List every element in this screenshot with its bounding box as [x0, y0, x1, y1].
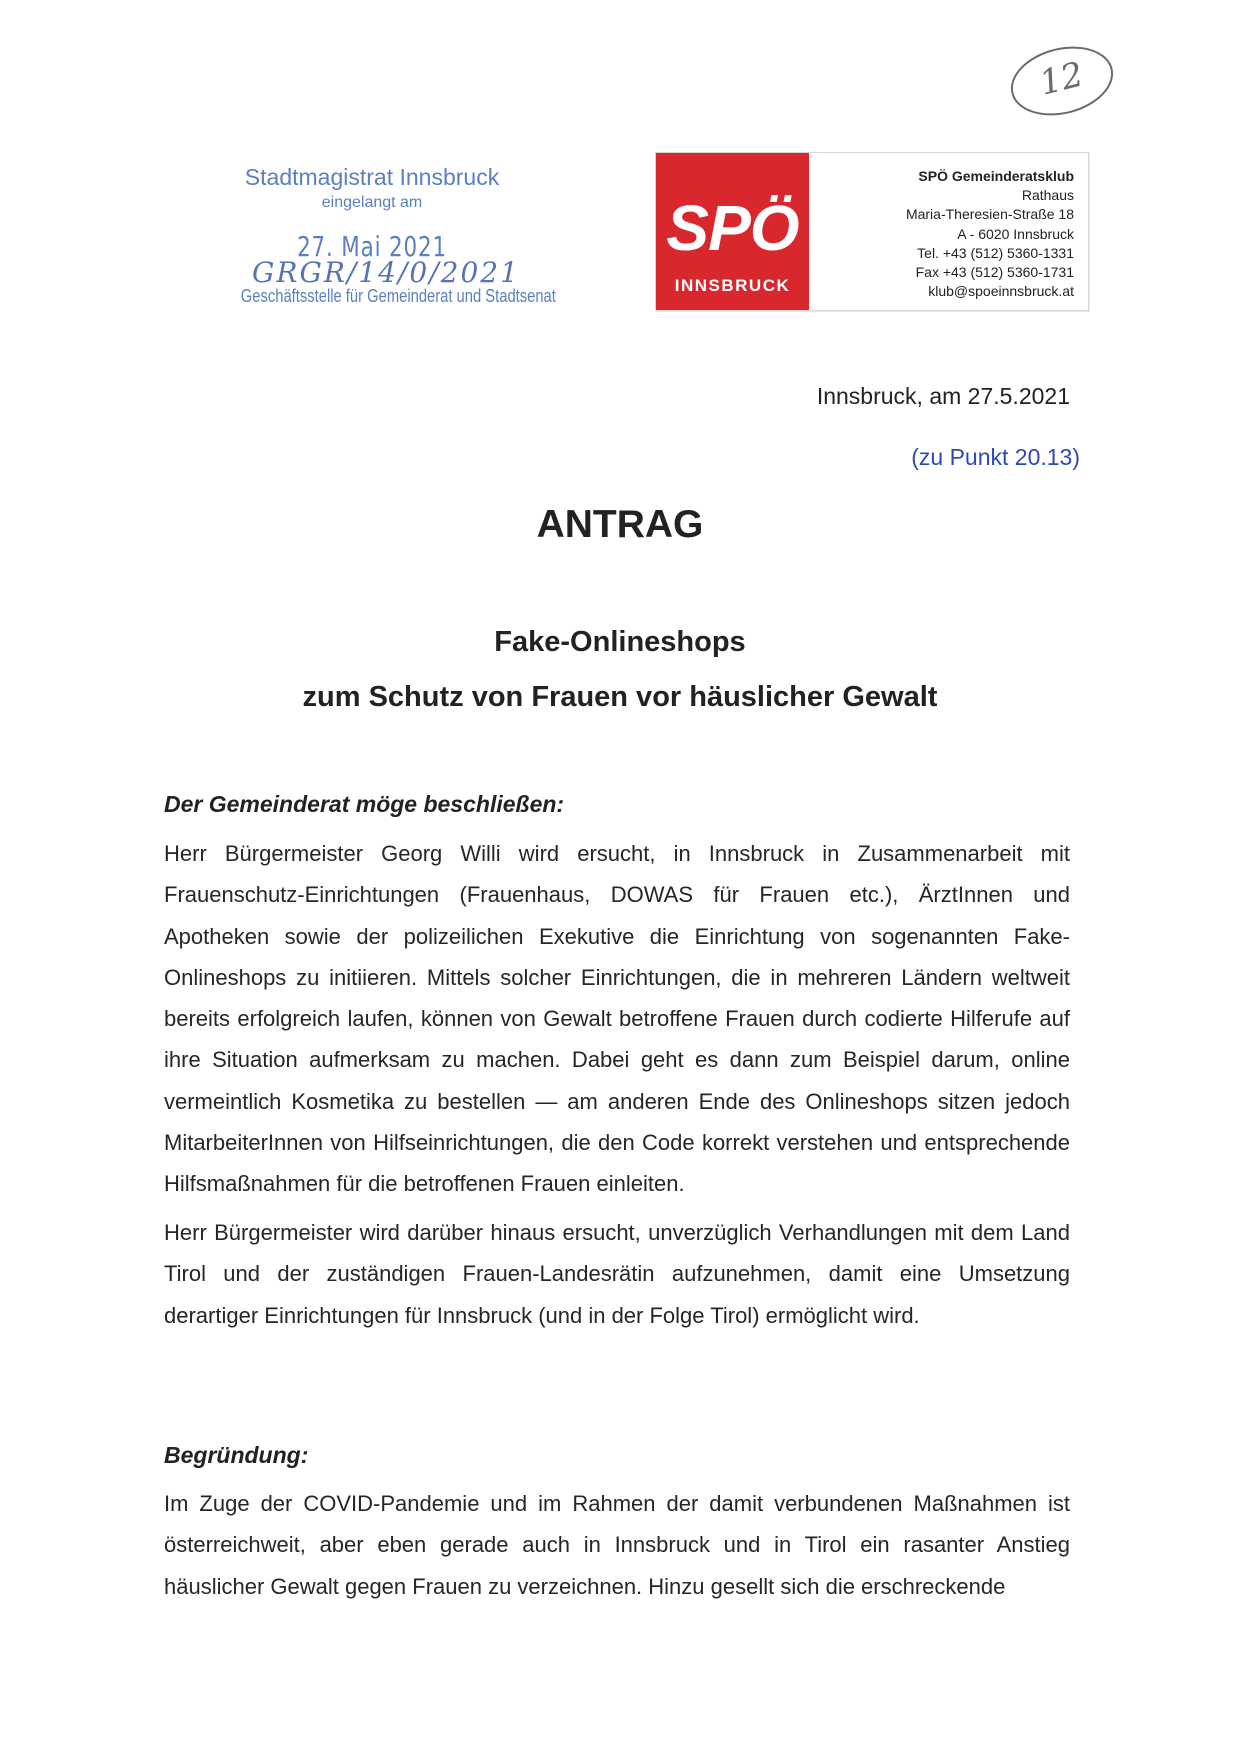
address-line: klub@spoeinnsbruck.at: [928, 283, 1074, 300]
handwritten-page-number: 12: [1004, 36, 1121, 125]
address-line: SPÖ Gemeinderatsklub: [918, 168, 1074, 184]
stamp-received-label: eingelangt am: [321, 194, 423, 211]
motion-paragraph: Herr Bürgermeister wird darüber hinaus ersucht, unverzüglich Verhandlungen mit dem Land Tirol und der zuständigen Frauen-Landesrätin aufzunehmen, damit eine Umsetzung derartiger Einrichtungen für Innsbruck (und in der Folge Tirol) ermöglicht wird.: [164, 1220, 1070, 1328]
stamp-date: 27. Mai 2021: [297, 230, 447, 263]
party-letterhead: [655, 152, 1089, 311]
reason-heading: Begründung:: [164, 1442, 309, 1468]
party-logo: [656, 153, 809, 310]
motion-paragraph: Herr Bürgermeister Georg Willi wird ersucht, in Innsbruck in Zusammenarbeit mit Frauenschutz-Einrichtungen (Frauenhaus, DOWAS für Frauen etc.), ÄrztInnen und Apotheken sowie der polizeilichen Exekutive die Einrichtung von sogenannten Fake-Onlineshops zu initiieren. Mittels solcher Einrichtungen, die in mehreren Ländern weltweit bereits erfolgreich laufen, können von Gewalt betroffene Frauen durch codierte Hilferufe auf ihre Situation aufmerksam zu machen. Dabei geht es dann zum Beispiel darum, online vermeintlich Kosmetika zu bestellen — am anderen Ende des Onlineshops sitzen jedoch MitarbeiterInnen von Hilfseinrichtungen, die den Code korrekt verstehen und entsprechende Hilfsmaßnahmen für die betroffenen Frauen einleiten.: [164, 841, 1070, 1197]
document-title: ANTRAG: [536, 503, 704, 546]
address-line: Rathaus: [1021, 187, 1074, 204]
stamp-reference: GRGR/14/0/2021: [252, 256, 520, 289]
date-line: Innsbruck, am 27.5.2021: [816, 383, 1070, 409]
party-address: [814, 167, 1074, 301]
party-logo-text: SPÖ: [666, 192, 799, 264]
address-line: Maria-Theresien-Straße 18: [905, 206, 1074, 223]
subtitle-line: zum Schutz von Frauen vor häuslicher Gewalt: [302, 681, 938, 713]
stamp-office: Stadtmagistrat Innsbruck: [244, 164, 500, 190]
agenda-reference: (zu Punkt 20.13): [911, 444, 1080, 470]
address-line: Tel. +43 (512) 5360-1331: [917, 244, 1074, 261]
stamp-department: Geschäftsstelle für Gemeinderat und Stadtsenat: [240, 286, 556, 306]
subtitle-line: Fake-Onlineshops: [494, 626, 746, 658]
motion-heading: Der Gemeinderat möge beschließen:: [164, 791, 565, 817]
address-line: A - 6020 Innsbruck: [957, 225, 1074, 242]
reason-paragraph: Im Zuge der COVID-Pandemie und im Rahmen der damit verbundenen Maßnahmen ist österreichweit, aber eben gerade auch in Innsbruck und in Tirol ein rasanter Anstieg häuslicher Gewalt gegen Frauen zu verzeichnen. Hinzu gesellt sich die erschreckende: [164, 1491, 1070, 1599]
address-line: Fax +43 (512) 5360-1731: [915, 264, 1074, 281]
received-stamp: [222, 160, 556, 320]
party-logo-city: INNSBRUCK: [674, 276, 791, 295]
